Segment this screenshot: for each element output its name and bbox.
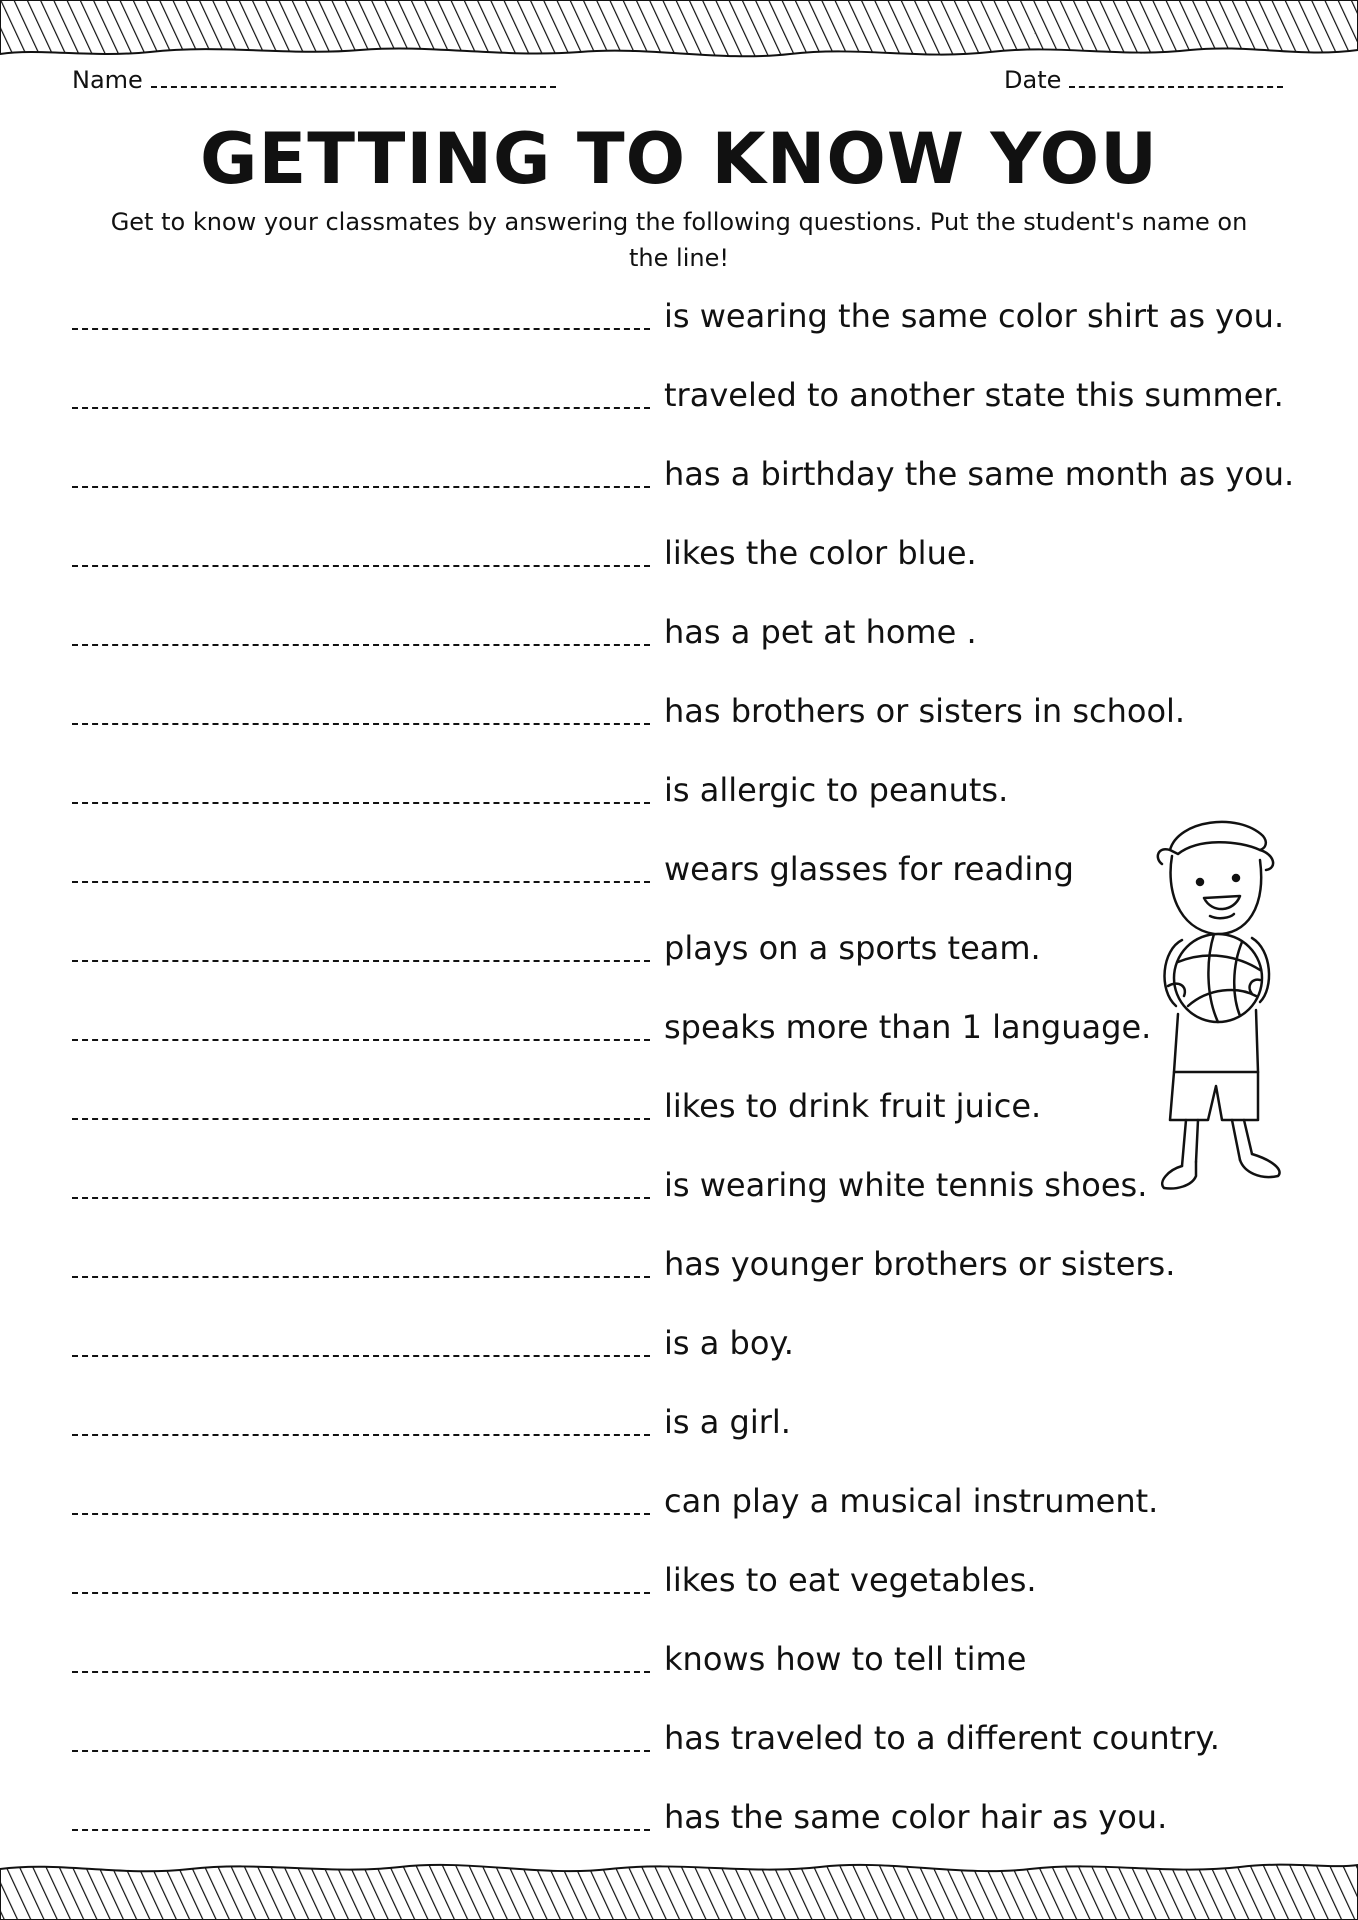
- answer-blank-line[interactable]: [72, 881, 650, 883]
- answer-blank-line[interactable]: [72, 1118, 650, 1120]
- question-prompt: likes to eat vegetables.: [664, 1561, 1037, 1599]
- question-prompt: likes the color blue.: [664, 534, 977, 572]
- top-wavy-border: [0, 0, 1358, 70]
- list-item: [72, 766, 1292, 845]
- answer-blank-line[interactable]: [72, 802, 650, 804]
- list-item: [72, 1161, 1292, 1240]
- list-item: [72, 1714, 1292, 1793]
- answer-blank-line[interactable]: [72, 960, 650, 962]
- answer-blank-line[interactable]: [72, 1039, 650, 1041]
- bottom-wavy-border: [0, 1855, 1358, 1920]
- list-item: [72, 608, 1292, 687]
- boy-holding-ball-icon: [1148, 810, 1298, 1190]
- question-prompt: knows how to tell time: [664, 1640, 1027, 1678]
- name-field[interactable]: [72, 66, 556, 94]
- question-prompt: likes to drink fruit juice.: [664, 1087, 1042, 1125]
- list-item: [72, 687, 1292, 766]
- question-list: [72, 292, 1295, 1872]
- list-item: [72, 1240, 1292, 1319]
- question-prompt: speaks more than 1 language.: [664, 1008, 1152, 1046]
- date-label: Date: [1004, 66, 1062, 94]
- list-item: [72, 1477, 1292, 1556]
- question-prompt: has a pet at home .: [664, 613, 977, 651]
- list-item: [72, 292, 1292, 371]
- list-item: [72, 1398, 1292, 1477]
- question-prompt: wears glasses for reading: [664, 850, 1074, 888]
- list-item: [72, 529, 1292, 608]
- list-item: [72, 924, 1292, 1003]
- answer-blank-line[interactable]: [72, 1829, 650, 1831]
- answer-blank-line[interactable]: [72, 723, 650, 725]
- question-prompt: can play a musical instrument.: [664, 1482, 1159, 1520]
- question-prompt: is a girl.: [664, 1403, 791, 1441]
- answer-blank-line[interactable]: [72, 328, 650, 330]
- question-prompt: has a birthday the same month as you.: [664, 455, 1295, 493]
- answer-blank-line[interactable]: [72, 1197, 650, 1199]
- answer-blank-line[interactable]: [72, 1513, 650, 1515]
- answer-blank-line[interactable]: [72, 1434, 650, 1436]
- instructions-text: Get to know your classmates by answering the following questions. Put the student's name on the line!: [110, 208, 1248, 272]
- answer-blank-line[interactable]: [72, 644, 650, 646]
- question-prompt: plays on a sports team.: [664, 929, 1041, 967]
- question-prompt: has the same color hair as you.: [664, 1798, 1168, 1836]
- date-field[interactable]: [1004, 66, 1283, 94]
- list-item: [72, 845, 1292, 924]
- answer-blank-line[interactable]: [72, 1355, 650, 1357]
- list-item: [72, 450, 1295, 529]
- answer-blank-line[interactable]: [72, 407, 650, 409]
- answer-blank-line[interactable]: [72, 486, 650, 488]
- list-item: [72, 1635, 1292, 1714]
- question-prompt: has younger brothers or sisters.: [664, 1245, 1176, 1283]
- question-prompt: is a boy.: [664, 1324, 794, 1362]
- answer-blank-line[interactable]: [72, 565, 650, 567]
- question-prompt: is wearing white tennis shoes.: [664, 1166, 1148, 1204]
- list-item: [72, 371, 1292, 450]
- list-item: [72, 1556, 1292, 1635]
- answer-blank-line[interactable]: [72, 1671, 650, 1673]
- list-item: [72, 1082, 1292, 1161]
- answer-blank-line[interactable]: [72, 1750, 650, 1752]
- question-prompt: is allergic to peanuts.: [664, 771, 1009, 809]
- question-prompt: is wearing the same color shirt as you.: [664, 297, 1285, 335]
- worksheet-title: GETTING TO KNOW YOU: [200, 118, 1158, 200]
- answer-blank-line[interactable]: [72, 1592, 650, 1594]
- question-prompt: has traveled to a different country.: [664, 1719, 1220, 1757]
- list-item: [72, 1003, 1292, 1082]
- list-item: [72, 1319, 1292, 1398]
- answer-blank-line[interactable]: [72, 1276, 650, 1278]
- name-label: Name: [72, 66, 143, 94]
- question-prompt: traveled to another state this summer.: [664, 376, 1284, 414]
- name-blank-line[interactable]: [151, 68, 556, 88]
- date-blank-line[interactable]: [1069, 68, 1283, 88]
- question-prompt: has brothers or sisters in school.: [664, 692, 1186, 730]
